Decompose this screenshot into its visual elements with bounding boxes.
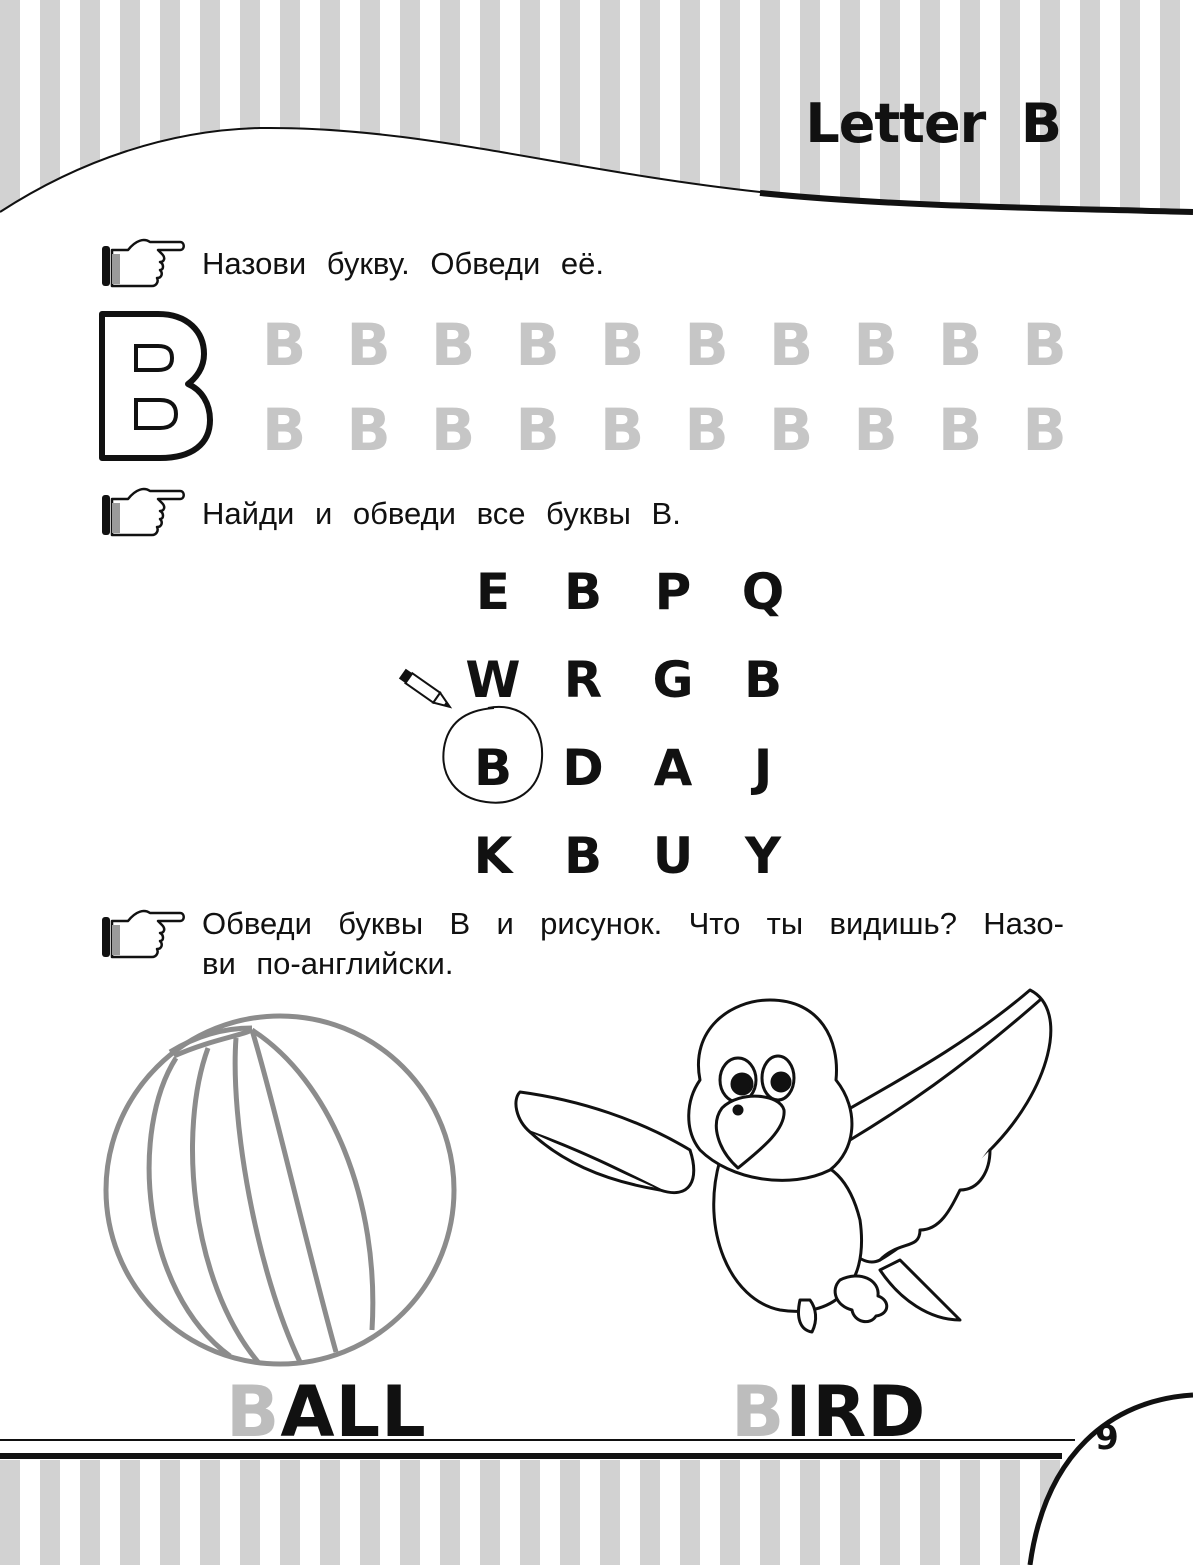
task-3-line-1: Обведи буквы В и рисунок. Что ты видишь? Назо- (202, 906, 1064, 941)
trace-letter[interactable]: B (769, 396, 814, 464)
trace-letter[interactable]: B (938, 311, 983, 379)
grid-letter[interactable]: B (563, 827, 603, 885)
grid-letter[interactable]: Q (741, 563, 785, 621)
grid-letter[interactable]: D (562, 739, 604, 797)
trace-letter[interactable]: B (262, 311, 307, 379)
word-bird (731, 1372, 926, 1452)
task-3-line-2: ви по-английски. (202, 946, 454, 981)
letter-grid (448, 548, 808, 900)
word-ball-rest: ALL (280, 1371, 427, 1453)
word-bird-first-letter[interactable]: B (731, 1371, 786, 1453)
trace-letter[interactable]: B (684, 396, 729, 464)
trace-letter[interactable]: B (853, 396, 898, 464)
task-2-instruction: Найди и обведи все буквы В. (202, 496, 681, 531)
word-ball (226, 1372, 427, 1452)
word-ball-first-letter[interactable]: B (226, 1371, 281, 1453)
trace-letter[interactable]: B (600, 311, 645, 379)
page-title: Letter B (805, 92, 1061, 155)
trace-letter[interactable]: B (938, 396, 983, 464)
trace-letter[interactable]: B (684, 311, 729, 379)
pointing-hand-icon (100, 485, 186, 541)
grid-letter[interactable]: G (652, 651, 694, 709)
grid-letter[interactable]: E (475, 563, 511, 621)
word-bird-rest: IRD (785, 1371, 927, 1453)
grid-letter[interactable]: B (563, 563, 603, 621)
grid-letter[interactable]: A (653, 739, 693, 797)
trace-letter[interactable]: B (431, 311, 476, 379)
page-number: 9 (1095, 1418, 1119, 1458)
grid-letter[interactable]: R (563, 651, 603, 709)
grid-letter[interactable]: W (465, 651, 521, 709)
trace-letter[interactable]: B (769, 311, 814, 379)
big-letter-b (96, 308, 214, 462)
tracing-row-2 (262, 395, 1107, 465)
task-1-instruction: Назови букву. Обведи её. (202, 246, 604, 281)
pointing-hand-icon (100, 907, 186, 963)
trace-letter[interactable]: B (346, 311, 391, 379)
grid-letter[interactable]: J (753, 739, 773, 797)
trace-letter[interactable]: B (431, 396, 476, 464)
trace-letter[interactable]: B (346, 396, 391, 464)
tracing-row-1 (262, 310, 1107, 380)
grid-letter[interactable]: Y (744, 827, 782, 885)
task-3-instruction (202, 904, 1064, 984)
grid-letter[interactable]: U (652, 827, 694, 885)
trace-letter[interactable]: B (262, 396, 307, 464)
pointing-hand-icon (100, 236, 186, 292)
trace-letter[interactable]: B (515, 396, 560, 464)
grid-letter[interactable]: B (743, 651, 783, 709)
grid-letter[interactable]: P (654, 563, 692, 621)
trace-letter[interactable]: B (1022, 311, 1067, 379)
trace-letter[interactable]: B (853, 311, 898, 379)
trace-letter[interactable]: B (1022, 396, 1067, 464)
trace-letter[interactable]: B (515, 311, 560, 379)
grid-letter[interactable]: K (473, 827, 513, 885)
grid-letter[interactable]: B (473, 739, 513, 797)
trace-letter[interactable]: B (600, 396, 645, 464)
